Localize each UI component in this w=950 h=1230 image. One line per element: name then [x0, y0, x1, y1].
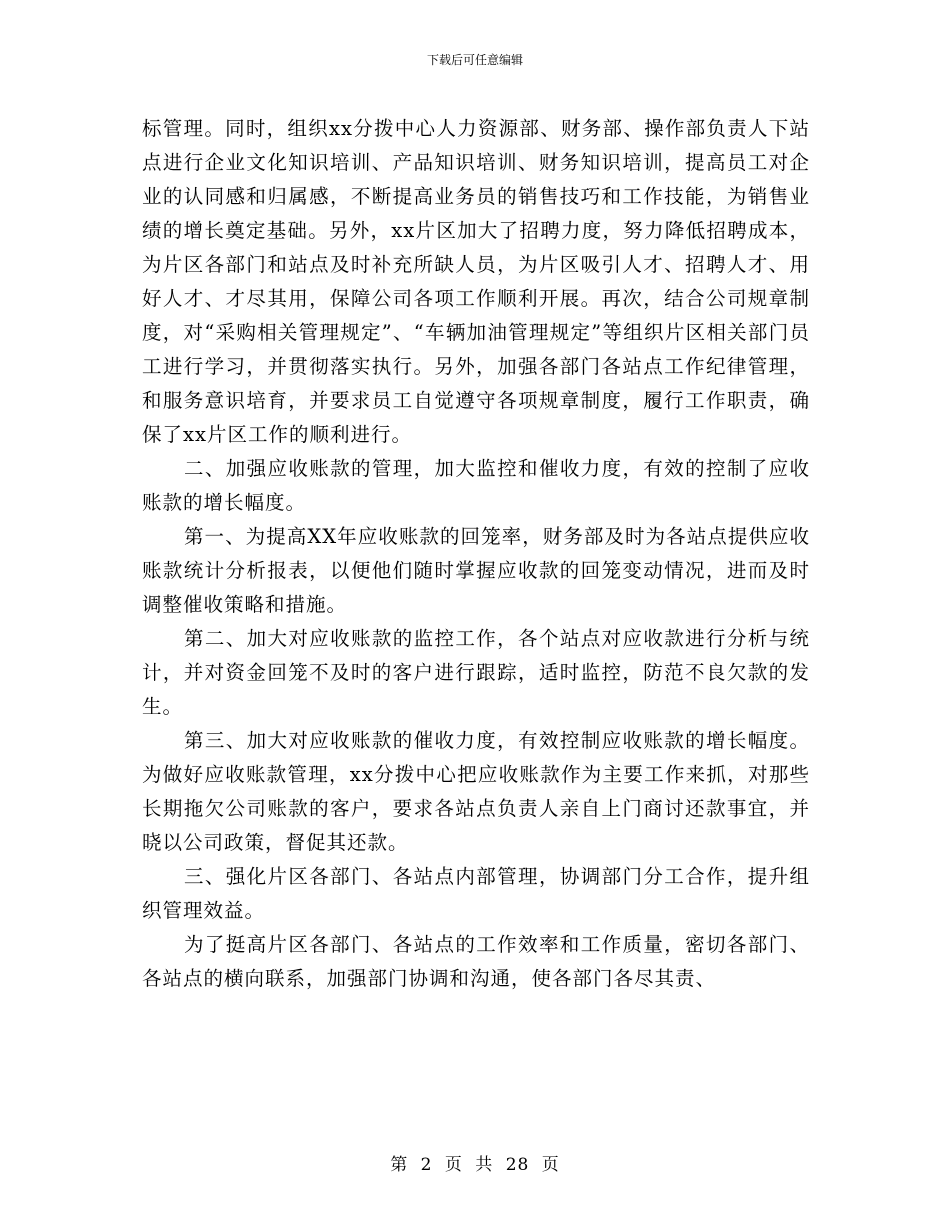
paragraph-4: 第二、加大对应收账款的监控工作，各个站点对应收款进行分析与统计，并对资金回笼不及时的客户进行跟踪，适时监控，防范不良欠款的发生。 — [142, 627, 810, 718]
paragraph-7: 为了挺高片区各部门、各站点的工作效率和工作质量，密切各部门、各站点的横向联系，加强部门协调和沟通，使各部门各尽其责、 — [142, 933, 810, 990]
document-body — [142, 112, 810, 996]
paragraph-5: 第三、加大对应收账款的催收力度，有效控制应收账款的增长幅度。为做好应收账款管理，xx分拨中心把应收账款作为主要工作来抓，对那些长期拖欠公司账款的客户，要求各站点负责人亲自上门商讨还款事宜，并晓以公司政策，督促其还款。 — [142, 729, 810, 854]
paragraph-6: 三、强化片区各部门、各站点内部管理，协调部门分工合作，提升组织管理效益。 — [142, 865, 810, 922]
page-footer: 第 2 页 共 28 页 — [390, 1155, 560, 1175]
paragraph-1: 标管理。同时，组织xx分拨中心人力资源部、财务部、操作部负责人下站点进行企业文化知识培训、产品知识培训、财务知识培训，提高员工对企业的认同感和归属感，不断提高业务员的销售技巧和工作技能，为销售业绩的增长奠定基础。另外，xx片区加大了招聘力度，努力降低招聘成本，为片区各部门和站点及时补充所缺人员，为片区吸引人才、招聘人才、用好人才、才尽其用，保障公司各项工作顺利开展。再次，结合公司规章制度，对“采购相关管理规定”、“车辆加油管理规定”等组织片区相关部门员工进行学习，并贯彻落实执行。另外，加强各部门各站点工作纪律管理，和服务意识培育，并要求员工自觉遵守各项规章制度，履行工作职责，确保了xx片区工作的顺利进行。 — [142, 117, 810, 446]
paragraph-2: 二、加强应收账款的管理，加大监控和催收力度，有效的控制了应收账款的增长幅度。 — [142, 457, 810, 514]
paragraph-3: 第一、为提高XX年应收账款的回笼率，财务部及时为各站点提供应收账款统计分析报表，以便他们随时掌握应收款的回笼变动情况，进而及时调整催收策略和措施。 — [142, 525, 810, 616]
page-header: 下载后可任意编辑 — [426, 53, 523, 67]
